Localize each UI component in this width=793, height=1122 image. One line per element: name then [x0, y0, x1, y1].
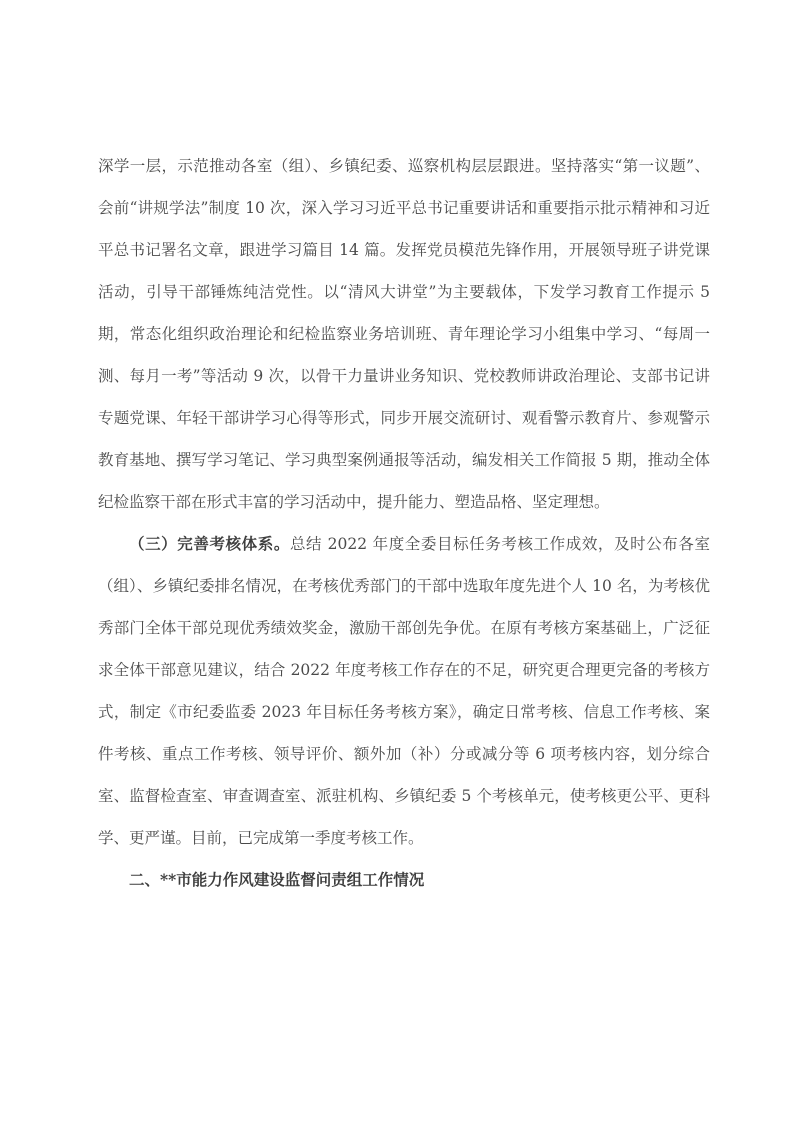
paragraph-body-text: 总结 2022 年度全委目标任务考核工作成效，及时公布各室（组）、乡镇纪委排名情况，在考核优秀部门的干部中选取年度先进个人 10 名，为考核优秀部门全体干部兑现优秀绩效奖金，激励干部创先争优。在原有考核方案基础上，广泛征求全体干部意见建议，结合 2022 年度考核工作存在的不足，研究更合理更完备的考核方式，制定《市纪委监委 2023 年目标任务考核方案》，确定日常考核、信息工作考核、案件考核、重点工作考核、领导评价、额外加（补）分或减分等 6 项考核内容，划分综合室、监督检查室、审查调查室、派驻机构、乡镇纪委 5 个考核单元，使考核更公平、更科学、更严谨。目前，已完成第一季度考核工作。: [98, 535, 710, 847]
paragraph-assessment-system: [98, 523, 710, 859]
paragraph-lead-bold: （三）完善考核体系。: [129, 534, 290, 553]
section-heading: 二、**市能力作风建设监督问责组工作情况: [129, 870, 425, 889]
paragraph-continuation: 深学一层，示范推动各室（组）、乡镇纪委、巡察机构层层跟进。坚持落实“第一议题”、会前“讲规学法”制度 10 次，深入学习习近平总书记重要讲话和重要指示批示精神和习近平总书记署名文章，跟进学习篇目 14 篇。发挥党员模范先锋作用，开展领导班子讲党课活动，引导干部锤炼纯洁党性。以“清风大讲堂”为主要载体，下发学习教育工作提示 5 期，常态化组织政治理论和纪检监察业务培训班、青年理论学习小组集中学习、“每周一测、每月一考”等活动 9 次，以骨干力量讲业务知识、党校教师讲政治理论、支部书记讲专题党课、年轻干部讲学习心得等形式，同步开展交流研讨、观看警示教育片、参观警示教育基地、撰写学习笔记、学习典型案例通报等活动，编发相关工作简报 5 期，推动全体纪检监察干部在形式丰富的学习活动中，提升能力、塑造品格、坚定理想。: [98, 157, 710, 511]
page-content: [98, 145, 710, 901]
